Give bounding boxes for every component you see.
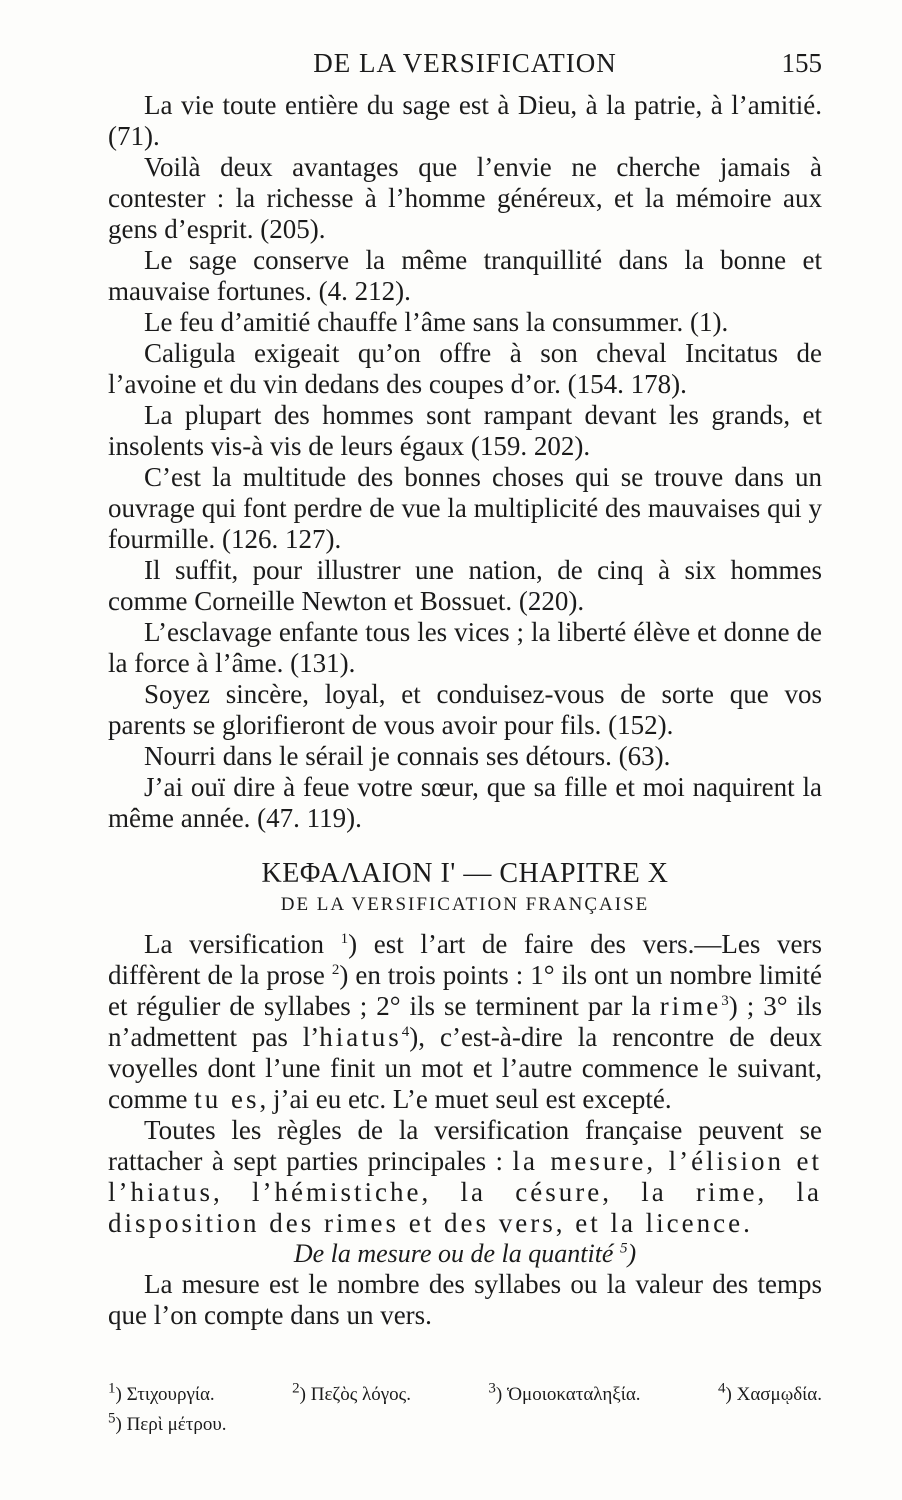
body-text [108,90,822,1331]
running-title: DE LA VERSIFICATION [313,48,617,78]
footnotes [108,1380,822,1440]
section-title-text: De la mesure ou de la quantité [293,1239,614,1268]
footnotes-line-1 [108,1380,822,1410]
example-sentence-10: Soyez sincère, loyal, et conduisez-vous de sorte que vos parents se glorifieront de vous avoir pour fils. (152). [108,679,822,740]
footnote-4: $^4$) Χασμῳδία. [718,1380,822,1405]
chapter-subtitle: DE LA VERSIFICATION FRANÇAISE [280,894,650,915]
chapter-heading: ΚΕΦΑΛΑΙΟΝ Ι' — CHAPITRE X [261,858,669,889]
term-tu-es: tu es [194,1084,260,1114]
example-sentence-8: Il suffit, pour illustrer une nation, de cinq à six hommes comme Corneille Newton et Bossuet. (220). [108,555,822,616]
footnote-ref-3: 3 [721,993,729,1009]
definition-text-f: , j’ai eu etc. L’e muet seul est excepté. [259,1084,672,1114]
footnote-mark-3: 3 [488,1380,496,1397]
definition-text-c: ) en trois points : 1° ils ont un nombre limité et régulier de syllabes ; 2° ils se terminent par la [108,960,822,1021]
example-sentence-11: Nourri dans le sérail je connais ses détours. (63). [144,741,671,771]
footnote-1: $^1$) Στιχουργία. [108,1380,215,1405]
example-sentence-12: J’ai ouï dire à feue votre sœur, que sa fille et moi naquirent la même année. (47. 119). [108,772,822,833]
section-title: De la mesure ou de la quantité $^5$) [293,1239,637,1268]
definition-text-a: La versification [144,929,341,959]
footnote-text-2: Πεζὸς λόγος. [310,1384,411,1405]
running-head [108,48,822,88]
footnote-ref-4: 4 [401,1024,410,1040]
definition-text-b: ) est l’art de faire des vers.—Les vers diffèrent de la prose [108,929,822,990]
page-number: 155 [781,48,822,78]
definition-text-e: ), c’est-à-dire la rencontre de deux voyelles dont l’une finit un mot et l’autre commence le suivant, comme [108,1022,822,1114]
footnote-mark-1: 1 [108,1380,116,1397]
rules-paragraph [108,1115,822,1239]
footnote-text-5: Περὶ μέτρου. [126,1414,227,1435]
footnote-2: $^2$) Πεζὸς λόγος. [292,1380,411,1405]
footnote-text-4: Χασμῳδία. [736,1384,822,1405]
measure-definition: La mesure est le nombre des syllabes ou la valeur des temps que l’on compte dans un vers. [108,1269,822,1330]
footnote-5: $^5$) Περὶ μέτρου. [108,1410,227,1435]
footnote-mark-2: 2 [292,1380,300,1397]
footnote-ref-2: 2 [331,962,340,978]
example-sentence-4: Le feu d’amitié chauffe l’âme sans la consummer. (1). [144,307,729,337]
footnote-ref-1: 1 [340,931,349,947]
rules-text: Toutes les règles de la versification française peuvent se rattacher à sept parties principales : [108,1115,822,1176]
footnote-mark-4: 4 [718,1380,726,1397]
term-rime: rime [659,991,722,1021]
footnotes-line-2 [108,1410,822,1440]
example-sentence-6: La plupart des hommes sont rampant devant les grands, et insolents vis-à vis de leurs égaux (159. 202). [108,400,822,461]
footnote-mark-5: 5 [108,1410,116,1427]
example-sentence-3: Le sage conserve la même tranquillité dans la bonne et mauvaise fortunes. (4. 212). [108,245,822,306]
footnote-text-1: Στιχουργία. [126,1384,215,1405]
footnote-ref-5: 5 [619,1240,628,1257]
footnote-3: $^3$) Ὁμοιοκαταληξία. [488,1380,641,1405]
definition-text-d: ) ; 3° ils n’admettent pas l’ [108,991,822,1052]
example-sentence-2: Voilà deux avantages que l’envie ne cherche jamais à contester : la richesse à l’homme généreux, et la mémoire aux gens d’esprit. (205). [108,152,822,244]
versification-definition [108,929,822,1115]
term-hiatus: hiatus [319,1022,402,1052]
footnote-text-3: Ὁμοιοκαταληξία. [507,1384,641,1405]
example-sentence-7: C’est la multitude des bonnes choses qui se trouve dans un ouvrage qui font perdre de vue la multiplicité des mauvaises qui y fourmille. (126. 127). [108,462,822,554]
example-sentence-5: Caligula exigeait qu’on offre à son cheval Incitatus de l’avoine et du vin dedans des coupes d’or. (154. 178). [108,338,822,399]
rules-list: la mesure, l’élision et l’hiatus, l’hémistiche, la césure, la rime, la disposition des rimes et des vers, et la licence. [108,1146,822,1238]
example-sentence-1: La vie toute entière du sage est à Dieu, à la patrie, à l’amitié. (71). [108,90,822,151]
example-sentence-9: L’esclavage enfante tous les vices ; la liberté élève et donne de la force à l’âme. (131). [108,617,822,678]
